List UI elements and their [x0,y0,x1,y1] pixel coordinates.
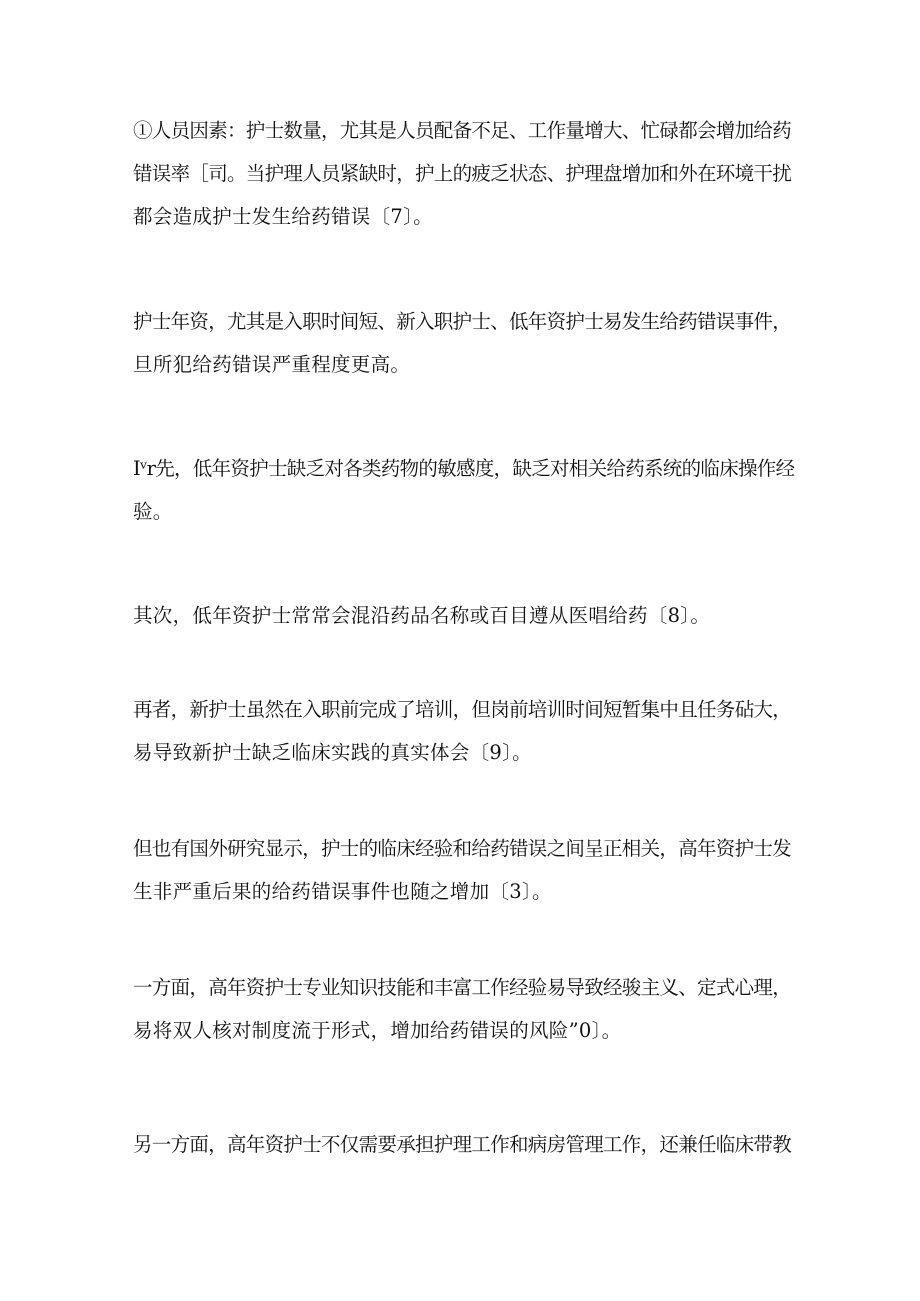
paragraph-on-other-hand [133,1123,798,1166]
paragraph-staffing-factors [133,109,798,238]
text-line: 易导致新护士缺乏临床实践的真实体会〔9〕。 [133,741,532,764]
text-line: 易将双人核对制度流于形式，增加给药错误的风险”0〕。 [133,1019,622,1042]
text-line: 验。 [133,500,173,523]
paragraph-second-point [133,594,798,637]
text-line: 另一方面，高年资护士不仅需要承担护理工作和病房管理工作，还兼任临床带教 [133,1133,792,1156]
paragraph-nurse-seniority [133,300,798,386]
text-line: 都会造成护士发生给药错误〔7〕。 [133,205,433,228]
text-line: 护士年资，尤其是入职时间短、新入职护士、低年资护士易发生给药错误事件， [133,310,792,333]
paragraph-third-point [133,688,798,774]
text-line: 生非严重后果的给药错误事件也随之增加〔3〕。 [133,880,552,903]
text-line: 旦所犯给药错误严重程度更高。 [133,353,411,376]
paragraph-foreign-research [133,827,798,913]
text-line: 其次，低年资护士常常会混沿药品名称或百目遵从医唱给药〔8〕。 [133,604,711,627]
text-line: 但也有国外研究显示，护士的临床经验和给药错误之间呈正相关，高年资护士发 [133,837,792,860]
text-line: 再者，新护士虽然在入职前完成了培训，但岗前培训时间短暂集中且任务砧大， [133,698,792,721]
paragraph-first-point [133,447,798,533]
paragraph-on-one-hand [133,966,798,1052]
text-line: 错误率［司。当护理人员紧缺时，护上的疲乏状态、护理盘增加和外在环境干扰 [133,162,792,185]
text-line: ①人员因素：护士数量，尤其是人员配备不足、工作量增大、忙碌都会增加给药 [133,119,792,142]
text-line: Iᵛr先，低年资护士缺乏对各类药物的敏感度，缺乏对相关给药系统的临床操作经 [133,457,795,480]
text-line: 一方面，高年资护士专业知识技能和丰富工作经验易导致经骏主义、定式心理， [133,976,792,999]
